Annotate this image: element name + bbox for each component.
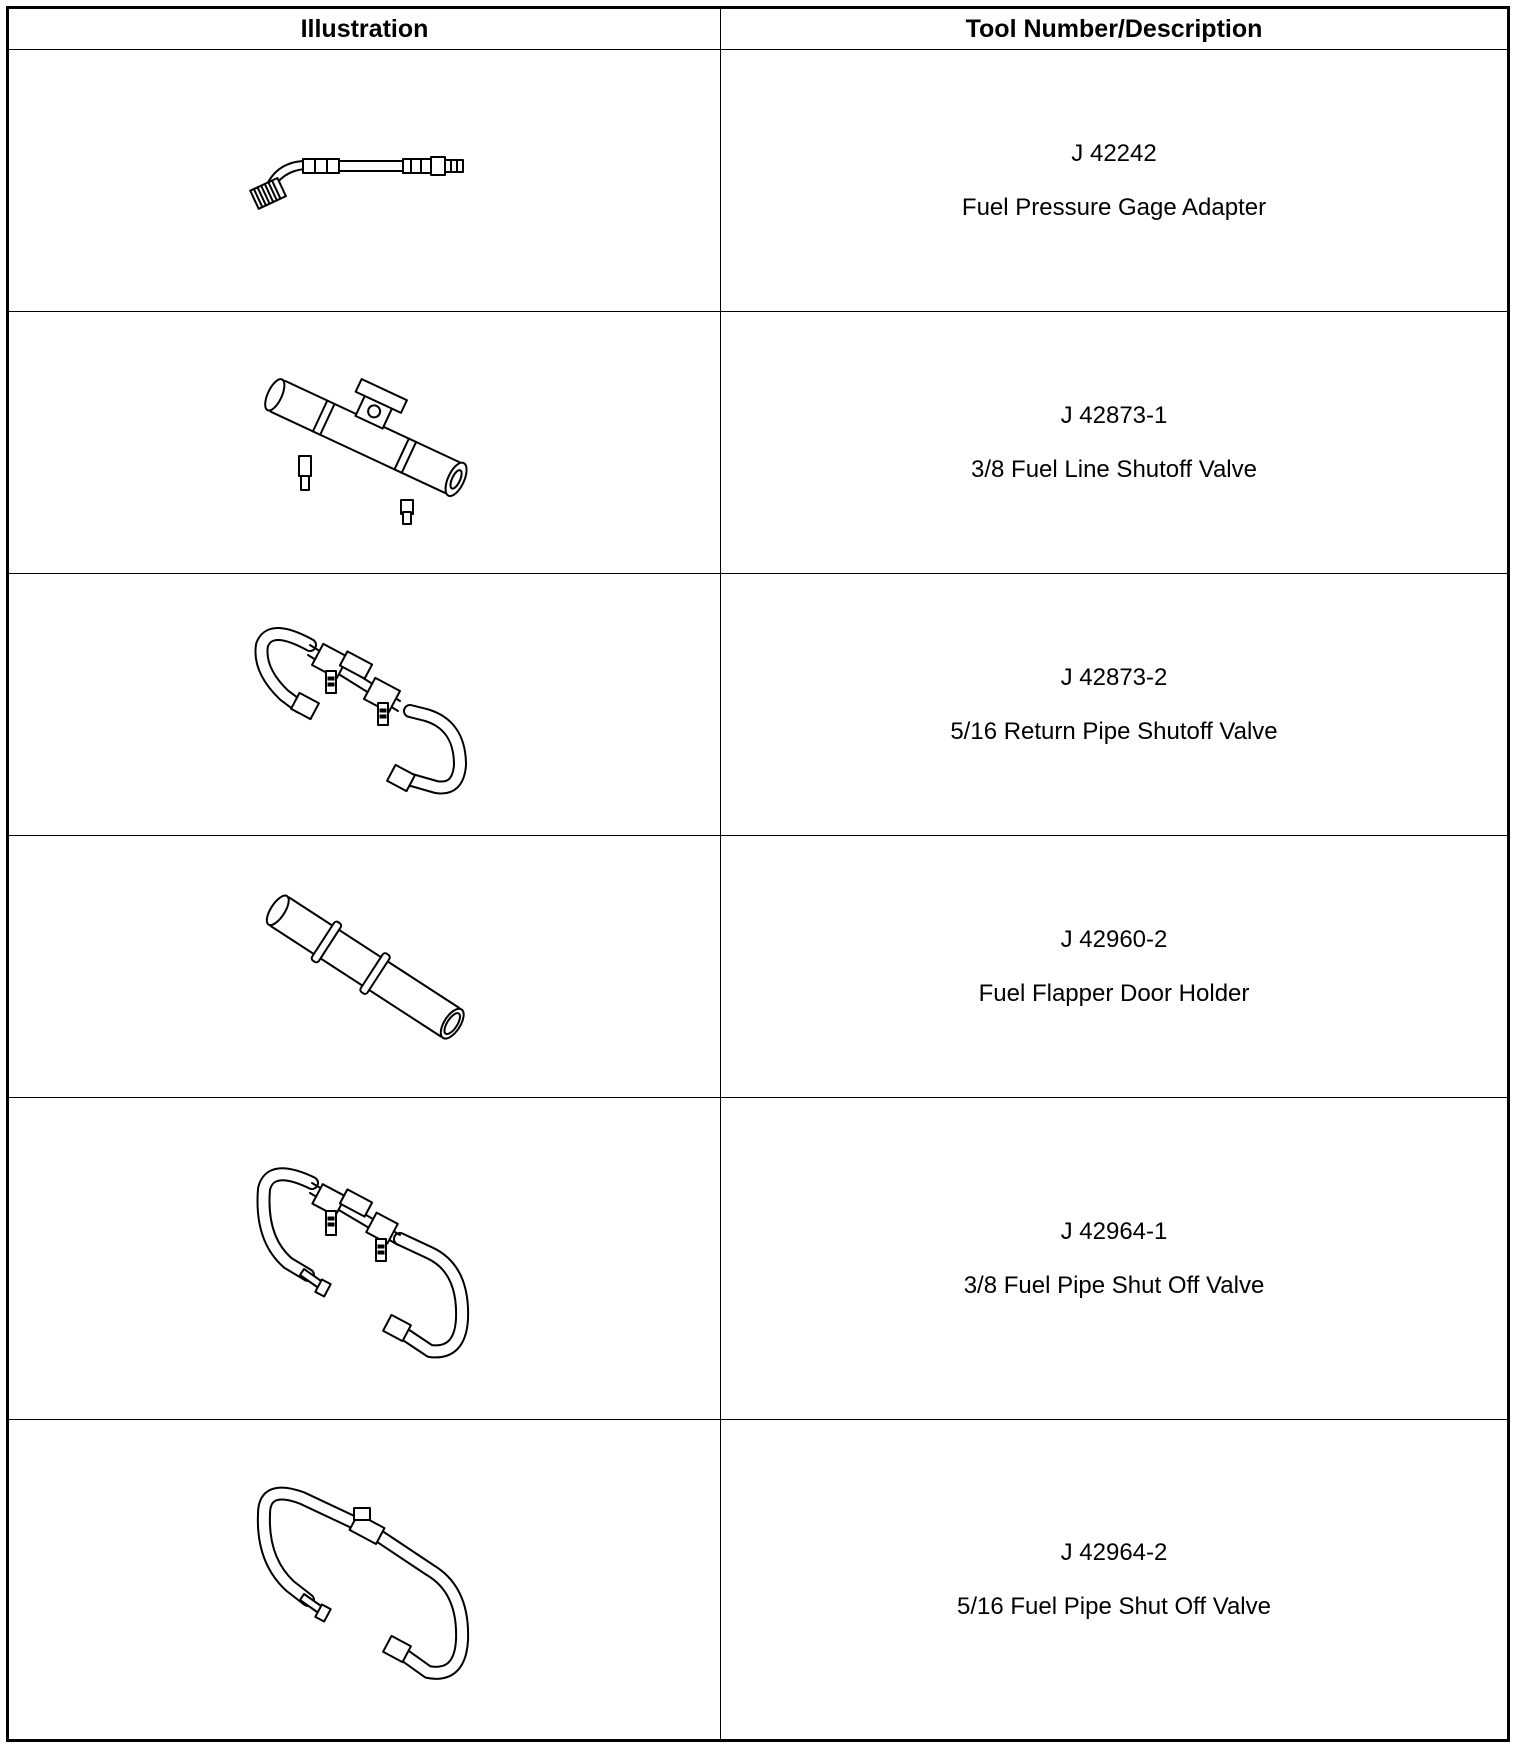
gage-adapter-hose-icon [245, 141, 485, 221]
illustration-cell [8, 1098, 721, 1420]
description-cell [721, 312, 1509, 574]
table-row [8, 1420, 1509, 1741]
tool-number: J 42873-1 [1060, 401, 1168, 429]
tool-description: Fuel Flapper Door Holder [978, 979, 1250, 1007]
tool-number: J 42964-2 [1060, 1538, 1168, 1566]
illustration-cell [8, 312, 721, 574]
illustration-cell [8, 574, 721, 836]
tool-number: J 42873-2 [1060, 663, 1168, 691]
illustration-cell [8, 836, 721, 1098]
fuel-pipe-shutoff-valve-icon [250, 1159, 480, 1359]
tool-description: 5/16 Fuel Pipe Shut Off Valve [957, 1592, 1271, 1620]
tool-number: J 42242 [1071, 139, 1157, 167]
description-cell [721, 574, 1509, 836]
fuel-pipe-shutoff-valve-small-icon [250, 1480, 480, 1680]
table-row [8, 312, 1509, 574]
description-cell [721, 836, 1509, 1098]
fuel-line-shutoff-valve-icon [255, 358, 475, 528]
return-pipe-shutoff-valve-icon [250, 615, 480, 795]
description-cell [721, 1420, 1509, 1741]
table-row [8, 1098, 1509, 1420]
table-row [8, 50, 1509, 312]
header-illustration: Illustration [8, 8, 721, 50]
special-tools-table [6, 6, 1510, 1742]
header-tool-number-description: Tool Number/Description [721, 8, 1509, 50]
tool-description: 3/8 Fuel Line Shutoff Valve [971, 455, 1257, 483]
tool-description: Fuel Pressure Gage Adapter [961, 193, 1267, 221]
table-row [8, 574, 1509, 836]
tool-number: J 42964-1 [1060, 1217, 1168, 1245]
description-cell [721, 50, 1509, 312]
tool-description: 5/16 Return Pipe Shutoff Valve [950, 717, 1278, 745]
illustration-cell [8, 1420, 721, 1741]
flapper-door-holder-icon [255, 882, 475, 1052]
table-row [8, 836, 1509, 1098]
tool-description: 3/8 Fuel Pipe Shut Off Valve [963, 1271, 1265, 1299]
illustration-cell [8, 50, 721, 312]
description-cell [721, 1098, 1509, 1420]
tool-number: J 42960-2 [1060, 925, 1168, 953]
header-row [8, 8, 1509, 50]
